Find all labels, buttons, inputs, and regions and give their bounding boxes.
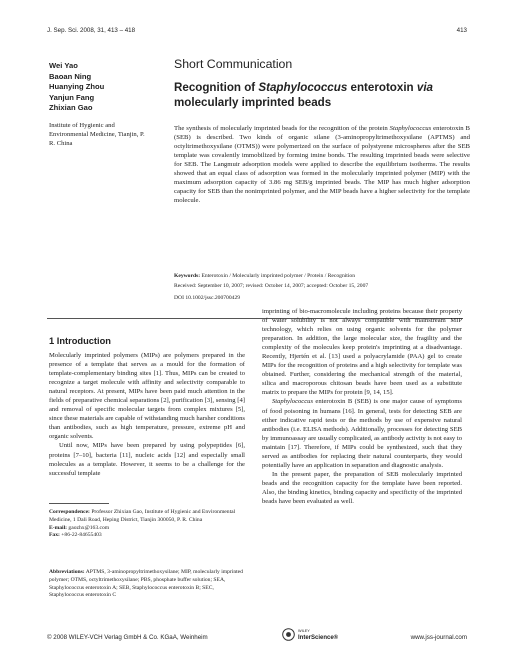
author-name: Yanjun Fang [49,92,95,102]
title-italic: Staphylococcus [258,81,348,94]
author-name: Baoan Ning [49,71,92,81]
footnote-divider [49,503,109,504]
paragraph: In the present paper, the preparation of SEB molecularly imprinted beads and the recognition capacity for the template have been reported. Also, the binding kinetics, binding capacity and specificity of the imprinted beads have been evaluated as well. [262,470,462,505]
abstract-text: The synthesis of molecularly imprinted beads for the recognition of the protein [174,125,390,132]
paper-title [174,80,474,110]
journal-reference: J. Sep. Sci. 2008, 31, 413 – 418 [47,27,136,34]
title-text: enterotoxin [347,81,417,94]
affiliation: Institute of Hygienic and Environmental Medicine, Tianjin, P. R. China [49,122,145,147]
brand-top: WILEY [298,629,310,633]
keywords-text: Enterotoxin / Molecularly imprinted polymer / Protein / Recognition [200,273,355,279]
publisher-brand [298,628,338,641]
paragraph: imprinting of bio-macromolecule including proteins because their property of water solubility is not always compatible with mainstream MIP technology, which relies on using organic solvents for the polymer preparation. In addition, the large molecular size, the fragility and the complexity of the molecules keep protein's imprinting at a disadvantage. Recently, Hjertén et al. [13] used a polyacrylamide (PAA) gel to create MIPs for the recognition of proteins and a high selectivity for template was obtained. Further, considering the mechanical strength of the material, silica and macroporous chitosan beads have been used as a substitute matrix to prepare the MIPs for protein [9, 14, 15]. [262,308,462,397]
section-heading: 1 Introduction [49,336,111,346]
fax-label: Fax: [49,532,60,539]
paragraph [262,397,462,469]
abbreviations-label: Abbreviations: [49,569,85,575]
italic-text: Staphylococcus [272,398,314,406]
paragraph-text: enterotoxin B (SEB) is one major cause of symptoms of food poisoning in humans [16]. In general, tests for detecting SEB are either indicative rapid tests or the methods by use of expensive natural antibodies (i.e. ELISA methods). Additionally, processes for detecting SEB by immunoassay are usually complicated, as antibody activity is not easy to maintain [17]. Therefore, if MIPs could be synthesized, such that they served as antibodies for replacing their natural counterparts, they would potentially have an application in separation and diagnostic analysis. [262,398,462,469]
correspondence-label: Correspondence: [49,509,90,515]
paragraph: Until now, MIPs have been prepared by using polypeptides [6], proteins [7–10], bacteria [11], nucleic acids [12] and especially small molecules as a template. However, it seems to be a challenge for the successful template [49,442,245,477]
brand-name: InterScience® [298,634,339,641]
title-text: Recognition of [174,81,259,94]
keywords-label: Keywords: [174,273,201,279]
email-label: E-mail: [49,524,68,531]
abstract-text: enterotoxin B (SEB) is described. Two kinds of organic silane (3-aminopropyltrimethoxysilane (APTMS) and octyltrimethoxysilane (OTMS)) were polymerized on the surface of polystyrene microspheres after the SEB template was covalently immobilized by forming imine bonds. The resulting imprinted beads were selective for SEB. The Langmuir adsorption models were applied to describe the equilibrium isotherms. The results showed that an equal class of adsorption was formed in the molecularly imprinted polymer (MIP) with the maximum adsorption capacity of 3.86 mg SEB/g imprinted beads. The MIP has much higher adsorption capacity for SEB than the nonimprinted polymer, and the MIP beads have a higher selectivity for the template molecule. [174,125,470,205]
abstract-italic: Staphylococcus [389,125,432,132]
title-text: molecularly imprinted beads [174,96,332,110]
doi: DOI 10.1002/jssc.200700429 [174,295,241,301]
abstract [174,124,470,205]
left-column [49,351,245,478]
title-italic: via [416,81,433,94]
author-name: Zhixian Gao [49,103,93,112]
history-dates: Received: September 10, 2007; revised: October 14, 2007; accepted: October 15, 2007 [174,283,369,289]
author-name: Huanying Zhou [49,82,105,91]
right-column [262,307,462,506]
email-address[interactable]: gaozhx@163.com [67,524,110,531]
copyright: © 2008 WILEY-VCH Verlag GmbH & Co. KGaA, Weinheim [47,634,208,641]
abbreviations-text: APTMS, 3-aminopropyltrimethoxysilane; MIP, molecularly imprinted polymer; OTMS, octyltrimethoxysilane; PBS, phosphate buffer solution; SEA, Staphylococcus enterotoxin A; SEB, Staphylococcus enterotoxin B; SEC, Staphylococcus enterotoxin C [49,569,243,599]
paragraph: Molecularly imprinted polymers (MIPs) are polymers prepared in the presence of a template that serves as a mould for the formation of template-complementary binding sites [1]. Thus, MIPs can be created to recognize a target molecule with affinity and selectivity comparable to natural receptors. At present, MIPs have been paid much attention in the fields of preparative chemical separations [2], purification [3], sensing [4] and removal of specific molecular targets from complex mixtures [5], since these materials are capable of withstanding much harsher conditions than antibodies, such as high temperature, pressure, extreme pH and organic solvents. [49,352,245,441]
keywords [174,272,470,280]
author-name: Wei Yao [49,61,78,70]
journal-url[interactable]: www.jss-journal.com [410,634,467,641]
correspondence-text: Professor Zhixian Gao, Institute of Hygienic and Environmental Medicine, 1 Dali Road, Heping District, Tianjin 300050, P. R. China [49,509,236,523]
abbreviations-note [49,569,245,600]
author-list [49,61,104,114]
section-type: Short Communication [174,57,293,71]
page-number: 413 [456,27,467,34]
correspondence-note [49,509,245,540]
interscience-logo-icon [282,628,295,641]
fax-number: +86-22-84655403 [59,532,102,539]
